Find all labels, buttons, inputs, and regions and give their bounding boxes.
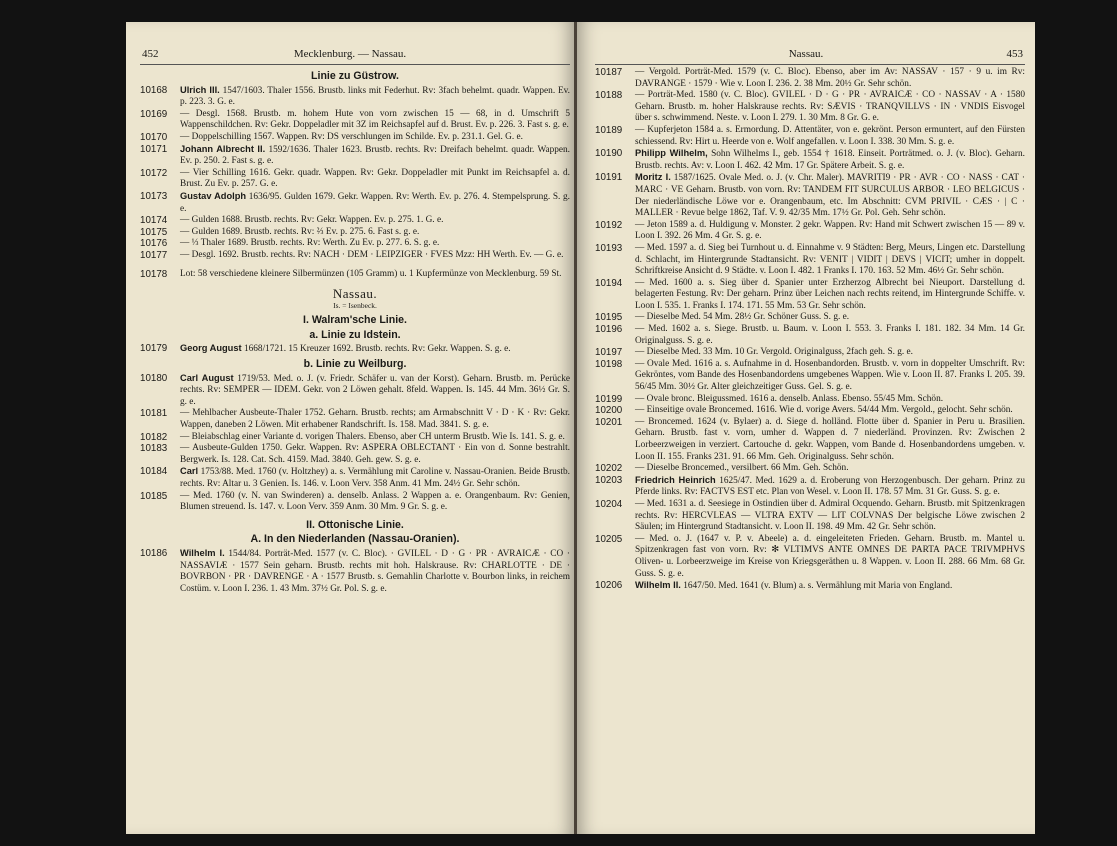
entry-text: — Dieselbe Med. 33 Mm. 10 Gr. Vergold. Originalguss, 2fach geh. S. g. e.: [635, 347, 914, 358]
entry-number: 10206: [595, 580, 623, 592]
entry-ruler: Moritz I.: [635, 172, 671, 183]
left-header-rule: [140, 64, 570, 65]
spacer: [140, 262, 570, 269]
heading-idstein: a. Linie zu Idstein.: [309, 328, 401, 341]
entry-ruler: Philipp Wilhelm,: [635, 148, 708, 159]
entry-ruler: Carl August: [180, 372, 234, 383]
catalog-entry: [595, 394, 1025, 406]
catalog-entry: [595, 125, 1025, 148]
entry-number: 10192: [595, 219, 623, 231]
entry-number: 10196: [595, 324, 623, 336]
entry-text: — Porträt-Med. 1580 (v. C. Bloc). GVILEL · D · G · PR · AVRAICÆ · CO · NASSAV · A · 1580 Geharn. Brustb. m. hoher Halskrause rechts. Rv: SÆVIS · TRANQVILLVS · IN · VNDIS Eisvogel über s. schwimmend. Neste. v. Loon I. 279. 1. 30 Mm. 8 Gr. G. e.: [635, 90, 1025, 124]
entry-number: 10203: [595, 474, 623, 486]
catalog-entry: [140, 466, 570, 490]
entry-text: — Einseitige ovale Broncemed. 1616. Wie d. vorige Avers. 54/44 Mm. Vergold., gelocht. Sehr schön.: [635, 405, 1013, 416]
catalog-entry: [140, 343, 570, 356]
entry-number: 10198: [595, 358, 623, 370]
entry-text: — Ovale Med. 1616 a. s. Aufnahme in d. Hosenbandorden. Brustb. v. vorn in doppelter Umschrift. Rv: Gekröntes, vom Bande des Hosenbandordens umgebenes Wappen. Wie v. Loon II. 87. Franks I. 205. 39. 56/45 Mm. 30½ Gr. Alter gleichzeitiger Guss. Gel. S. g. e.: [635, 358, 1025, 393]
catalog-entry: [140, 144, 570, 168]
entry-text: — ⅓ Thaler 1689. Brustb. rechts. Rv: Werth. Zu Ev. p. 277. 6. S. g. e.: [180, 238, 440, 249]
entry-text: — Med. 1602 a. s. Siege. Brustb. u. Baum. v. Loon I. 553. 3. Franks I. 181. 182. 34 Mm. 14 Gr. Originalguss. S. g. e.: [635, 324, 1025, 346]
entry-text: — Doppelschilling 1567. Wappen. Rv: DS verschlungen im Schilde. Ev. p. 231.1. Gel. G. e.: [180, 131, 523, 142]
entry-ruler: Wilhelm I.: [180, 547, 225, 558]
entry-number: 10185: [140, 490, 168, 502]
entry-text: 1719/53. Med. o. J. (v. Friedr. Schäfer u. van der Korst). Geharn. Brustb. m. Perücke rechts. Rv: SEMPER — IDEM. Gekr. von 2 Löwen gehalt. 8feld. Wappen. Is. 145. 44 Mm. 36½ Gr. S. g. e.: [180, 373, 571, 407]
right-column: [595, 67, 1025, 593]
catalog-entry: [595, 499, 1025, 534]
entry-text: 1753/88. Med. 1760 (v. Holtzhey) a. s. Vermählung mit Caroline v. Nassau-Oranien. Beide Brustb. rechts. Rv: Altar u. 3 Genien. Is. 146. v. Loon Verv. 358 Anm. 41 Mm. 24½ Gr. Sehr schön.: [180, 467, 571, 489]
entry-text: — Broncemed. 1624 (v. Bylaer) a. d. Siege d. holländ. Flotte über d. Spanier in Peru u. Brasilien. Geharn. Brustb. fast v. vorn, umher d. Wappen d. 7 niederländ. Provinzen. Rv: Zwischen 2 Lorbeerzweigen in verziert. Cartouche d. gekr. Wappen, vom Bande d. Hosenbandordens umgeben. v. Loon II. 155. Franks 231. 91. 66 Mm. Geh. Originalguss. Sehr schön.: [635, 416, 1025, 462]
entry-text: 1668/1721. 15 Kreuzer 1692. Brustb. rechts. Rv: Gekr. Wappen. S. g. e.: [243, 344, 511, 355]
catalog-entry: [595, 220, 1025, 243]
entry-ruler: Wilhelm II.: [635, 580, 681, 591]
heading-ottonische: II. Ottonische Linie.: [306, 518, 404, 531]
catalog-entry: [595, 534, 1025, 580]
entry-text: — Vier Schilling 1616. Gekr. quadr. Wappen. Rv: Gekr. Doppeladler mit Punkt im Reichsapfel a. d. Brust. Zu Ev. p. 257. G. e.: [180, 167, 570, 190]
entry-number: 10181: [140, 408, 168, 420]
left-page-number: 452: [142, 48, 159, 60]
entry-number: 10169: [140, 108, 168, 120]
entry-text: 1587/1625. Ovale Med. o. J. (v. Chr. Maler). MAVRITI9 · PR · AVR · CO · NASS · CAT · MARC · VE Geharn. Brustb. von vorn. Rv: TANDEM FIT SURCULUS ARBOR · LEO BELGICUS · Der niederländische Löwe vor e. Orangenbaum, etc. Im Abschnitt: CVM PRIVIL · CÆS · | C · MALLER · Revue belge 1862, Taf. V. 9. 42/35 Mm. 17½ Gr. Pol. Geh. Sehr schön.: [635, 173, 1025, 219]
catalog-entry: [140, 215, 570, 227]
catalog-entry: [595, 312, 1025, 324]
entry-number: 10205: [595, 533, 623, 545]
entry-text: — Dieselbe Med. 54 Mm. 28½ Gr. Schöner Guss. S. g. e.: [635, 312, 850, 323]
catalog-entry: [140, 491, 570, 514]
entry-text: 1544/84. Porträt-Med. 1577 (v. C. Bloc). · GVILEL · D · G · PR · AVRAICÆ · CO · NASSAVIÆ · 1577 Sein geharn. Brustb. rechts mit hoh. Halskrause. Rv: CHARLOTTE · DE · BOVRBON · PR · DAVRENGE · A · 1577 Brustb. s. Gemahlin Charlotte v. Bourbon links, in reichem Costüm. v. Loon I. 236. 1. 43 Mm. 37½ Gr. Pol. S. g. e.: [180, 548, 570, 594]
entry-number: 10191: [595, 172, 623, 184]
catalog-entry: [140, 408, 570, 431]
entry-number: 10189: [595, 124, 623, 136]
entry-text: Sohn Wilhelms I., geb. 1554 † 1618. Einseit. Porträtmed. o. J. (v. Bloc). Geharn. Brustb. rechts. Av: v. Loon I. 462. 42 Mm. 17 Gr. Spätere Arbeit. S. g. e.: [635, 149, 1025, 171]
heading-niederlande: A. In den Niederlanden (Nassau-Oranien).: [250, 533, 460, 546]
entry-text: — Med. 1597 a. d. Sieg bei Turnhout u. d. Einnahme v. 9 Städten: Berg, Meurs, Lingen etc. Darstellung d. Schlacht, im Hintergrunde Stadtansicht. Rv: VENIT | VIDIT | DEVS | VICIT; umher in doppelt. Schriftkreise Ansicht d. 9 Städte. v. Loon I. 482. 1 Franks I. 170. 163. 52 Mm. 46½ Gr. Sehr schön.: [635, 242, 1025, 277]
catalog-entry: [140, 132, 570, 144]
catalog-entry: [140, 227, 570, 239]
entry-text: — Gulden 1688. Brustb. rechts. Rv: Gekr. Wappen. Ev. p. 275. 1. G. e.: [180, 215, 444, 226]
abbreviation-note: Is. = Isenbeck.: [333, 300, 377, 310]
entry-number: 10187: [595, 67, 623, 78]
catalog-entry: [140, 85, 570, 109]
entry-text: — Ausbeute-Gulden 1750. Gekr. Wappen. Rv: ASPERA OBLECTANT · Ein von d. Sonne bestrahlt. Bergwerk. Is. 128. Cat. Sch. 4159. Mad. 3840. Geh. gew. S. g. e.: [180, 443, 570, 465]
catalog-entry: [595, 359, 1025, 394]
entry-text: — Kupferjeton 1584 a. s. Ermordung. D. Attentäter, von e. gekrönt. Person ermuntert, auf den Fürsten schiessend. Rv: Hirt u. Heerde von e. Wolf angefallen. v. Loon I. 338. 30 Mm. S. g. e.: [635, 124, 1025, 147]
entry-number: 10172: [140, 167, 168, 179]
right-page-number: 453: [1006, 48, 1023, 60]
entry-text: — Med. 1631 a. d. Seesiege in Ostindien über d. Admiral Ocquendo. Geharn. Brustb. mit Spitzenkragen rechts. Rv: HERCVLEAS — VLTRA EXTV — LIT COLVNAS Der belgische Löwe zwischen 2 Säulen; im Hintergrund Stadtansicht. v. Loon II. 198. 49 Mm. 42 Gr. Sehr schön.: [635, 498, 1025, 533]
entry-text: — Med. o. J. (1647 v. P. v. Abeele) a. d. eingeleiteten Frieden. Geharn. Brustb. m. Mantel u. Spitzenkragen fast von vorn. Rv: ✻ VLTIMVS ANTE OMNES DE PARTA PACE TRIVMPHVS Oliven- u. Lorbeerzweige im Kreise von Kriegsgeräthen u. 8 Wappen. v. Loon II. 288. 66 Mm. 68 Gr. Guss. S. g. e.: [635, 533, 1025, 579]
catalog-entry-lot: [140, 269, 570, 281]
entry-text: 1547/1603. Thaler 1556. Brustb. links mit Federhut. Rv: 3fach behelmt. quadr. Wappen. Ev. p. 223. 3. G. e.: [180, 85, 571, 108]
entry-number: 10173: [140, 190, 168, 202]
entry-ruler: Ulrich III.: [180, 84, 220, 95]
entry-number: 10175: [140, 226, 168, 238]
entry-text: — Gulden 1689. Brustb. rechts. Rv: ⅔ Ev. p. 275. 6. Fast s. g. e.: [180, 226, 420, 237]
entry-number: 10170: [140, 131, 168, 143]
entry-number: 10194: [595, 277, 623, 289]
entry-ruler: Friedrich Heinrich: [635, 474, 716, 485]
entry-text: — Bleiabschlag einer Variante d. vorigen Thalers. Ebenso, aber CH unterm Brustb. Wie Is. 141. S. g. e.: [180, 431, 565, 442]
entry-ruler: Carl: [180, 466, 199, 477]
catalog-entry: [140, 432, 570, 444]
entry-text: 1625/47. Med. 1629 a. d. Eroberung von Herzogenbusch. Der geharn. Prinz zu Pferde links. Rv: FACTVS EST etc. Plan von Wesel. v. Loon II. 178. 57 Mm. 31 Gr. Guss. S. g. e.: [635, 475, 1025, 498]
entry-number: 10168: [140, 84, 168, 96]
entry-ruler: Gustav Adolph: [180, 190, 247, 201]
entry-text: — Desgl. 1568. Brustb. m. hohem Hute von vorn zwischen 15 — 68, in d. Umschrift 5 Wappenschildchen. Rv: Gekr. Doppeladler mit 3Z im Reichsapfel auf d. Brust. Ev. p. 226. 3. Fast s. g. e.: [180, 108, 570, 131]
catalog-entry: [595, 243, 1025, 278]
entry-text: — Jeton 1589 a. d. Huldigung v. Monster. 2 gekr. Wappen. Rv: Hand mit Schwert zwischen 15 — 89 v. Loon I. 392. 26 Mm. 4 Gr. S. g. e.: [635, 219, 1025, 242]
entry-number: 10202: [595, 463, 623, 475]
entry-text: 1592/1636. Thaler 1623. Brustb. rechts. Rv: Dreifach behelmt. quadr. Wappen. Ev. p. 250. 2. Fast s. g. e.: [180, 144, 570, 167]
entry-number: 10177: [140, 249, 168, 261]
catalog-entry: [140, 443, 570, 466]
catalog-entry: [595, 148, 1025, 172]
entry-number: 10180: [140, 372, 168, 384]
catalog-entry: [595, 417, 1025, 463]
catalog-entry: [140, 250, 570, 262]
catalog-entry: [595, 90, 1025, 125]
entry-text: — Dieselbe Broncemed., versilbert. 66 Mm. Geh. Schön.: [635, 463, 849, 474]
entry-text: — Desgl. 1692. Brustb. rechts. Rv: NACH · DEM · LEIPZIGER · FVES Mzz: HH Werth. Ev. — G. e.: [180, 249, 564, 260]
right-header-rule: [595, 64, 1025, 65]
entry-number: 10176: [140, 238, 168, 250]
entry-number: 10204: [595, 498, 623, 510]
entry-number: 10188: [595, 90, 623, 102]
catalog-entry: [595, 347, 1025, 359]
entry-number: 10193: [595, 242, 623, 254]
heading-guestrow: Linie zu Güstrow.: [311, 70, 399, 82]
entry-number: 10197: [595, 347, 623, 359]
entry-number: 10174: [140, 215, 168, 227]
entry-number: 10200: [595, 405, 623, 417]
entry-text: 1647/50. Med. 1641 (v. Blum) a. s. Vermählung mit Maria von England.: [683, 581, 953, 592]
left-running-head: Mecklenburg. — Nassau.: [293, 48, 407, 60]
catalog-entry: [140, 168, 570, 191]
entry-number: 10190: [595, 148, 623, 160]
entry-text: — Mehlbacher Ausbeute-Thaler 1752. Geharn. Brustb. rechts; am Armabschnitt V · D · K · Rv: Gekr. Wappen, daneben 2 Löwen. Mit erhabener Randschrift. Is. 158. Mad. 3841. S. g. e.: [180, 408, 570, 431]
catalog-entry: [140, 191, 570, 215]
entry-number: 10182: [140, 431, 168, 443]
catalog-entry: [140, 373, 570, 409]
entry-text: — Vergold. Porträt-Med. 1579 (v. C. Bloc). Ebenso, aber im Av: NASSAV · 157 · 9 u. im Rv: DAVRANGE · 1579 · Wie v. Loon I. 236. 2. 38 Mm. 20½ Gr. Sehr schön.: [635, 67, 1025, 89]
entry-number: 10179: [140, 343, 168, 355]
entry-number: 10178: [140, 268, 168, 280]
entry-text: — Med. 1600 a. s. Sieg über d. Spanier unter Erzherzog Albrecht bei Nieuport. Darstellung d. belagerten Festung. Rv: Der geharn. Prinz über Leichen nach rechts reitend, im Hintergrunde Schiffe. v. Loon I. 535. 1. Franks I. 174. 171. 55 Mm. 53 Gr. Sehr schön.: [635, 277, 1025, 311]
entry-number: 10183: [140, 443, 168, 455]
entry-number: 10186: [140, 547, 168, 559]
entry-text: Lot: 58 verschiedene kleinere Silbermünzen (105 Gramm) u. 1 Kupfermünze von Mecklenburg. 59 St.: [180, 268, 562, 279]
catalog-entry: [595, 67, 1025, 90]
entry-ruler: Georg August: [180, 343, 242, 354]
catalog-entry: [595, 580, 1025, 593]
catalog-entry: [595, 475, 1025, 499]
catalog-entry: [595, 463, 1025, 475]
right-page: [577, 22, 1035, 834]
entry-number: 10184: [140, 466, 168, 478]
catalog-entry: [140, 238, 570, 250]
entry-number: 10171: [140, 143, 168, 155]
entry-ruler: Johann Albrecht II.: [180, 143, 266, 154]
entry-text: — Ovale bronc. Bleigussmed. 1616 a. denselb. Anlass. Ebenso. 55/45 Mm. Schön.: [635, 393, 944, 404]
entry-number: 10199: [595, 393, 623, 405]
catalog-entry: [595, 278, 1025, 313]
left-page: [126, 22, 574, 834]
entry-text: 1636/95. Gulden 1679. Gekr. Wappen. Rv: Werth. Ev. p. 276. 4. Stempelsprung. S. g. e.: [180, 191, 571, 214]
catalog-entry: [595, 405, 1025, 417]
heading-weilburg: b. Linie zu Weilburg.: [303, 358, 407, 371]
left-column: [140, 68, 570, 595]
heading-walram: I. Walram'sche Linie.: [303, 314, 407, 327]
entry-number: 10201: [595, 416, 623, 428]
entry-number: 10195: [595, 312, 623, 324]
right-running-head: Nassau.: [788, 48, 824, 60]
catalog-entry: [140, 548, 570, 595]
catalog-entry: [140, 109, 570, 132]
nassau-title: Nassau.: [332, 286, 378, 302]
catalog-entry: [595, 172, 1025, 219]
entry-text: — Med. 1760 (v. N. van Swinderen) a. denselb. Anlass. 2 Wappen a. e. Orangenbaum. Rv: Genien, Blumen streuend. Is. 147. v. Loon Verv. 359 Anm. 30 Mm. 9 Gr. S. g. e.: [180, 490, 570, 513]
catalog-entry: [595, 324, 1025, 347]
